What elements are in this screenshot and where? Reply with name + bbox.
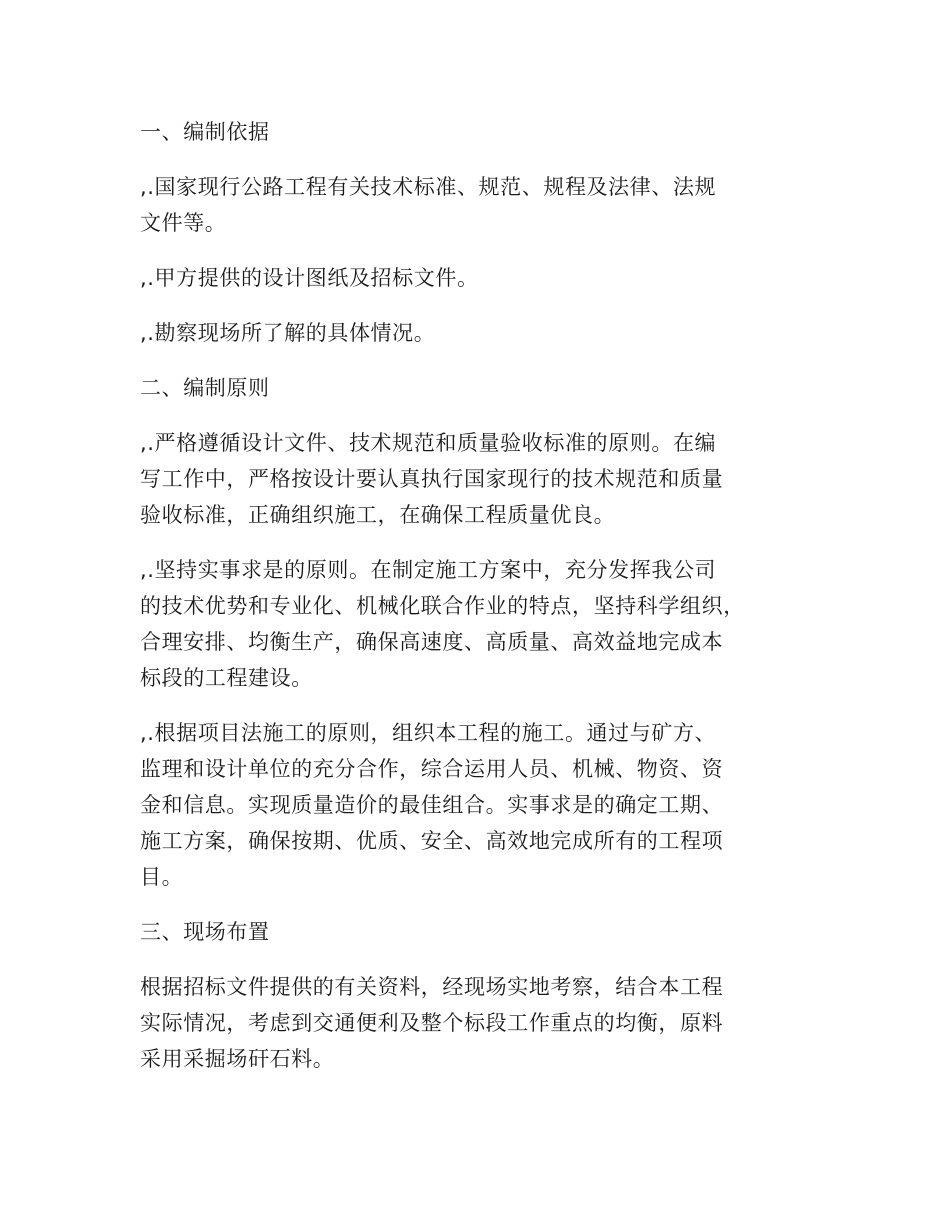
text-line: ,.勘察现场所了解的具体情况。 [140, 321, 436, 345]
paragraph-principle-1 [140, 425, 812, 533]
text-line: 目。 [140, 865, 184, 889]
text-line: ,.严格遵循设计文件、技术规范和质量验收标准的原则。在编 [140, 431, 717, 455]
text-line: 验收标准，正确组织施工，在确保工程质量优良。 [140, 503, 616, 527]
heading-principles [140, 370, 812, 406]
text-line: 一、编制依据 [140, 120, 270, 144]
document-page [140, 114, 812, 1096]
paragraph-principle-2 [140, 552, 812, 696]
text-line: 采用采掘场矸石料。 [140, 1047, 335, 1071]
text-line: 监理和设计单位的充分合作，综合运用人员、机械、物资、资 [140, 757, 724, 781]
text-line: ,.坚持实事求是的原则。在制定施工方案中，充分发挥我公司 [140, 558, 717, 582]
text-line: 施工方案，确保按期、优质、安全、高效地完成所有的工程项 [140, 829, 724, 853]
text-line: 文件等。 [140, 211, 227, 235]
text-line: 实际情况，考虑到交通便利及整个标段工作重点的均衡，原料 [140, 1011, 724, 1035]
text-line: 的技术优势和专业化、机械化联合作业的特点，坚持科学组织， [140, 594, 745, 618]
paragraph-site-layout [140, 969, 812, 1077]
text-line: 金和信息。实现质量造价的最佳组合。实事求是的确定工期、 [140, 793, 724, 817]
text-line: 标段的工程建设。 [140, 666, 313, 690]
paragraph-principle-3 [140, 715, 812, 895]
text-line: 二、编制原则 [140, 376, 270, 400]
text-line: ,.甲方提供的设计图纸及招标文件。 [140, 266, 479, 290]
text-line: 合理安排、均衡生产，确保高速度、高质量、高效益地完成本 [140, 630, 724, 654]
text-line: 三、现场布置 [140, 920, 270, 944]
text-line: 根据招标文件提供的有关资料，经现场实地考察，结合本工程 [140, 975, 724, 999]
text-line: ,.国家现行公路工程有关技术标准、规范、规程及法律、法规 [140, 175, 717, 199]
paragraph-basis-1 [140, 169, 812, 241]
text-line: 写工作中，严格按设计要认真执行国家现行的技术规范和质量 [140, 467, 724, 491]
heading-basis [140, 114, 812, 150]
text-line: ,.根据项目法施工的原则，组织本工程的施工。通过与矿方、 [140, 721, 717, 745]
heading-site-layout [140, 914, 812, 950]
paragraph-basis-3 [140, 315, 812, 351]
paragraph-basis-2 [140, 260, 812, 296]
